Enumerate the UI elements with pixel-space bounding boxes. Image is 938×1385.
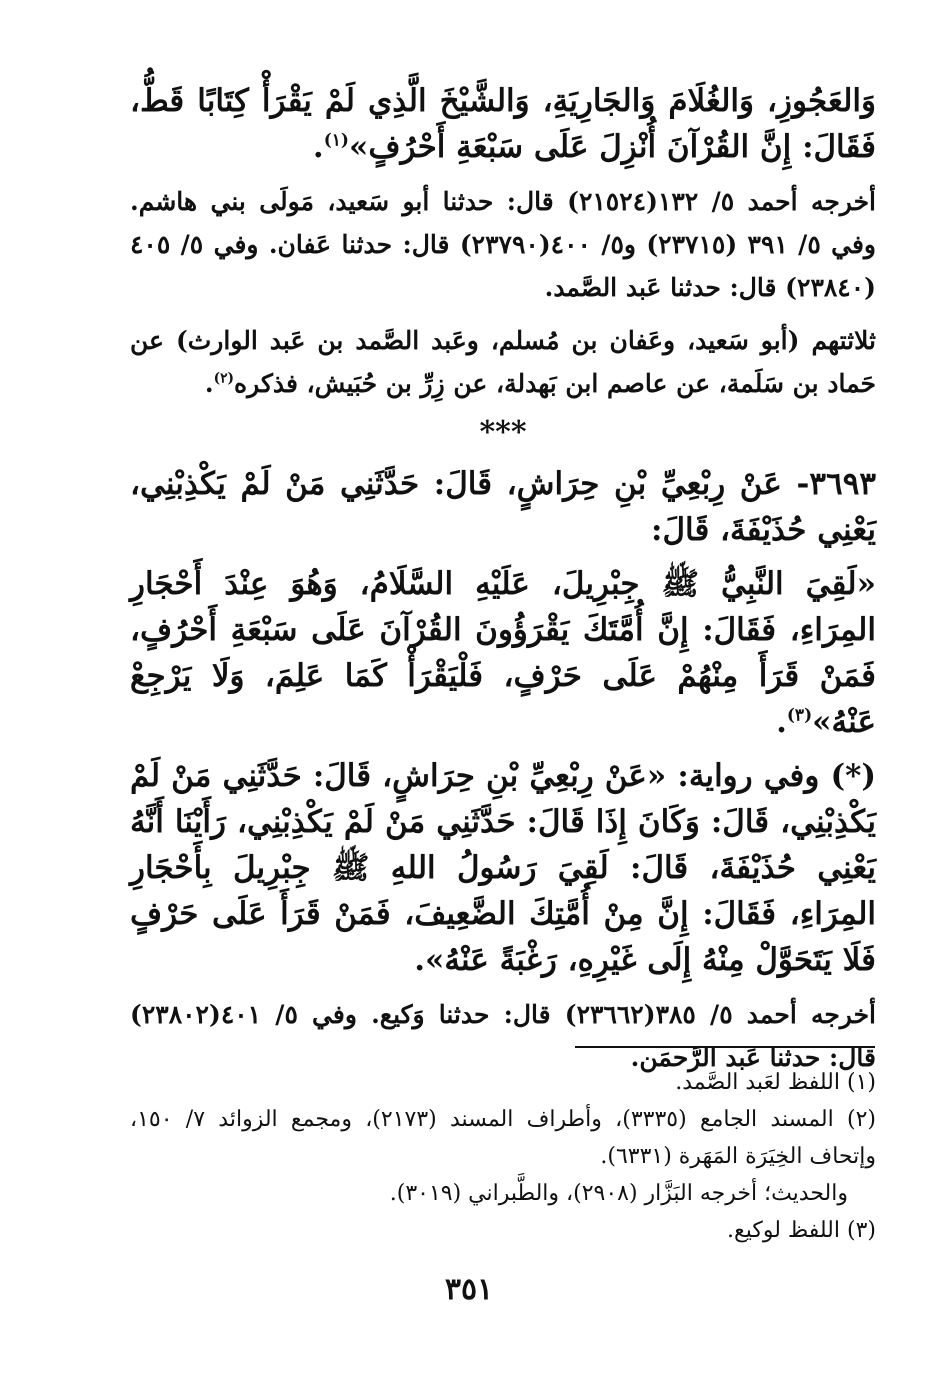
- period: .: [776, 704, 787, 740]
- footnote-ref-2[interactable]: (٢): [213, 370, 235, 387]
- footnote-1: (١) اللفظ لعَبد الصَّمد.: [675, 1070, 876, 1095]
- period: .: [204, 369, 214, 398]
- takhrij-paragraph-1: أخرجه أحمد ٥/ ١٣٢(٢١٥٢٤) قال: حدثنا أبو سَعيد، مَولَى بني هاشم. وفي ٥/ ٣٩١ (٢٣٧١٥) و٥/ ٤٠٠(٢٣٧٩٠) قال: حدثنا عَفان. وفي ٥/ ٤٠٥ (٢٣٨٤٠) قال: حدثنا عَبد الصَّمد.: [130, 187, 877, 302]
- footnote-2-continued: والحديث؛ أخرجه البَزَّار (٢٩٠٨)، والطَّبراني (٣٠١٩).: [389, 1181, 848, 1206]
- footnote-divider: [575, 1046, 875, 1048]
- period: .: [312, 129, 324, 165]
- hadith-heading: ٣٦٩٣- عَنْ رِبْعِيِّ بْنِ حِرَاشٍ، قَالَ: حَدَّثَنِي مَنْ لَمْ يَكْذِبْنِي، يَعْنِي حُذَيْفَةَ، قَالَ:: [130, 466, 876, 548]
- footnotes: [130, 1064, 876, 1249]
- footnote-ref-3[interactable]: (٣): [786, 705, 813, 726]
- page-number: ٣٥١: [444, 1272, 494, 1307]
- hadith-matn-text: «لَقِيَ النَّبِيُّ ﷺ جِبْرِيلَ، عَلَيْهِ السَّلَامُ، وَهُوَ عِنْدَ أَحْجَارِ المِرَاءِ، فَقَالَ: إِنَّ أُمَّتَكَ يَقْرَؤُونَ القُرْآنَ عَلَى سَبْعَةِ أَحْرُفٍ، فَمَنْ قَرَأَ مِنْهُمْ عَلَى حَرْفٍ، فَلْيَقْرَأْ كَمَا عَلِمَ، وَلَا يَرْجِعْ عَنْهُ»: [130, 566, 876, 740]
- hadith-continuation: [130, 78, 876, 170]
- hadith-matn: [130, 561, 876, 745]
- footnote-2: (٢) المسند الجامع (٣٣٣٥)، وأطراف المسند (٢١٧٣)، ومجمع الزوائد ٧/ ١٥٠، وإتحاف الخِيَرَة المَهَرة (٦٣٣١).: [130, 1107, 877, 1169]
- isnad-paragraph: [130, 319, 876, 405]
- isnad-text: ثلاثتهم (أبو سَعيد، وعَفان بن مُسلم، وعَبد الصَّمد بن عَبد الوارث) عن حَماد بن سَلَمة، عن عاصم ابن بَهدلة، عن زِرِّ بن حُبَيش، فذكره: [130, 326, 876, 398]
- takhrij-paragraph-2: أخرجه أحمد ٥/ ٣٨٥(٢٣٦٦٢) قال: حدثنا وَكيع. وفي ٥/ ٤٠١(٢٣٨٠٢) قال: حدثنا عَبد الرَّحمَن.: [130, 1000, 876, 1072]
- riwaya-paragraph: (*) وفي رواية: «عَنْ رِبْعِيِّ بْنِ حِرَاشٍ، قَالَ: حَدَّثَنِي مَنْ لَمْ يَكْذِبْنِي، قَالَ: وَكَانَ إِذَا قَالَ: حَدَّثَنِي مَنْ لَمْ يَكْذِبْنِي، رَأَيْنَا أَنَّهُ يَعْنِي حُذَيْفَةَ، قَالَ: لَقِيَ رَسُولُ اللهِ ﷺ جِبْرِيلَ بِأَحْجَارِ المِرَاءِ، فَقَالَ: إِنَّ مِنْ أُمَّتِكَ الضَّعِيفَ، فَمَنْ قَرَأَ عَلَى حَرْفٍ فَلَا يَتَحَوَّلْ مِنْهُ إِلَى غَيْرِهِ، رَغْبَةً عَنْهُ».: [130, 758, 876, 978]
- footnote-ref-1[interactable]: (١): [323, 130, 349, 151]
- footnote-3: (٣) اللفظ لوكيع.: [727, 1218, 876, 1243]
- section-separator: ***: [479, 415, 527, 450]
- hadith-text-1: وَالعَجُوزِ، وَالغُلَامَ وَالجَارِيَةِ، وَالشَّيْخَ الَّذِي لَمْ يَقْرَأْ كِتَابًا قَطُّ، فَقَالَ: إِنَّ القُرْآنَ أُنْزِلَ عَلَى سَبْعَةِ أَحْرُفٍ»: [130, 83, 876, 165]
- main-text: [130, 78, 876, 1079]
